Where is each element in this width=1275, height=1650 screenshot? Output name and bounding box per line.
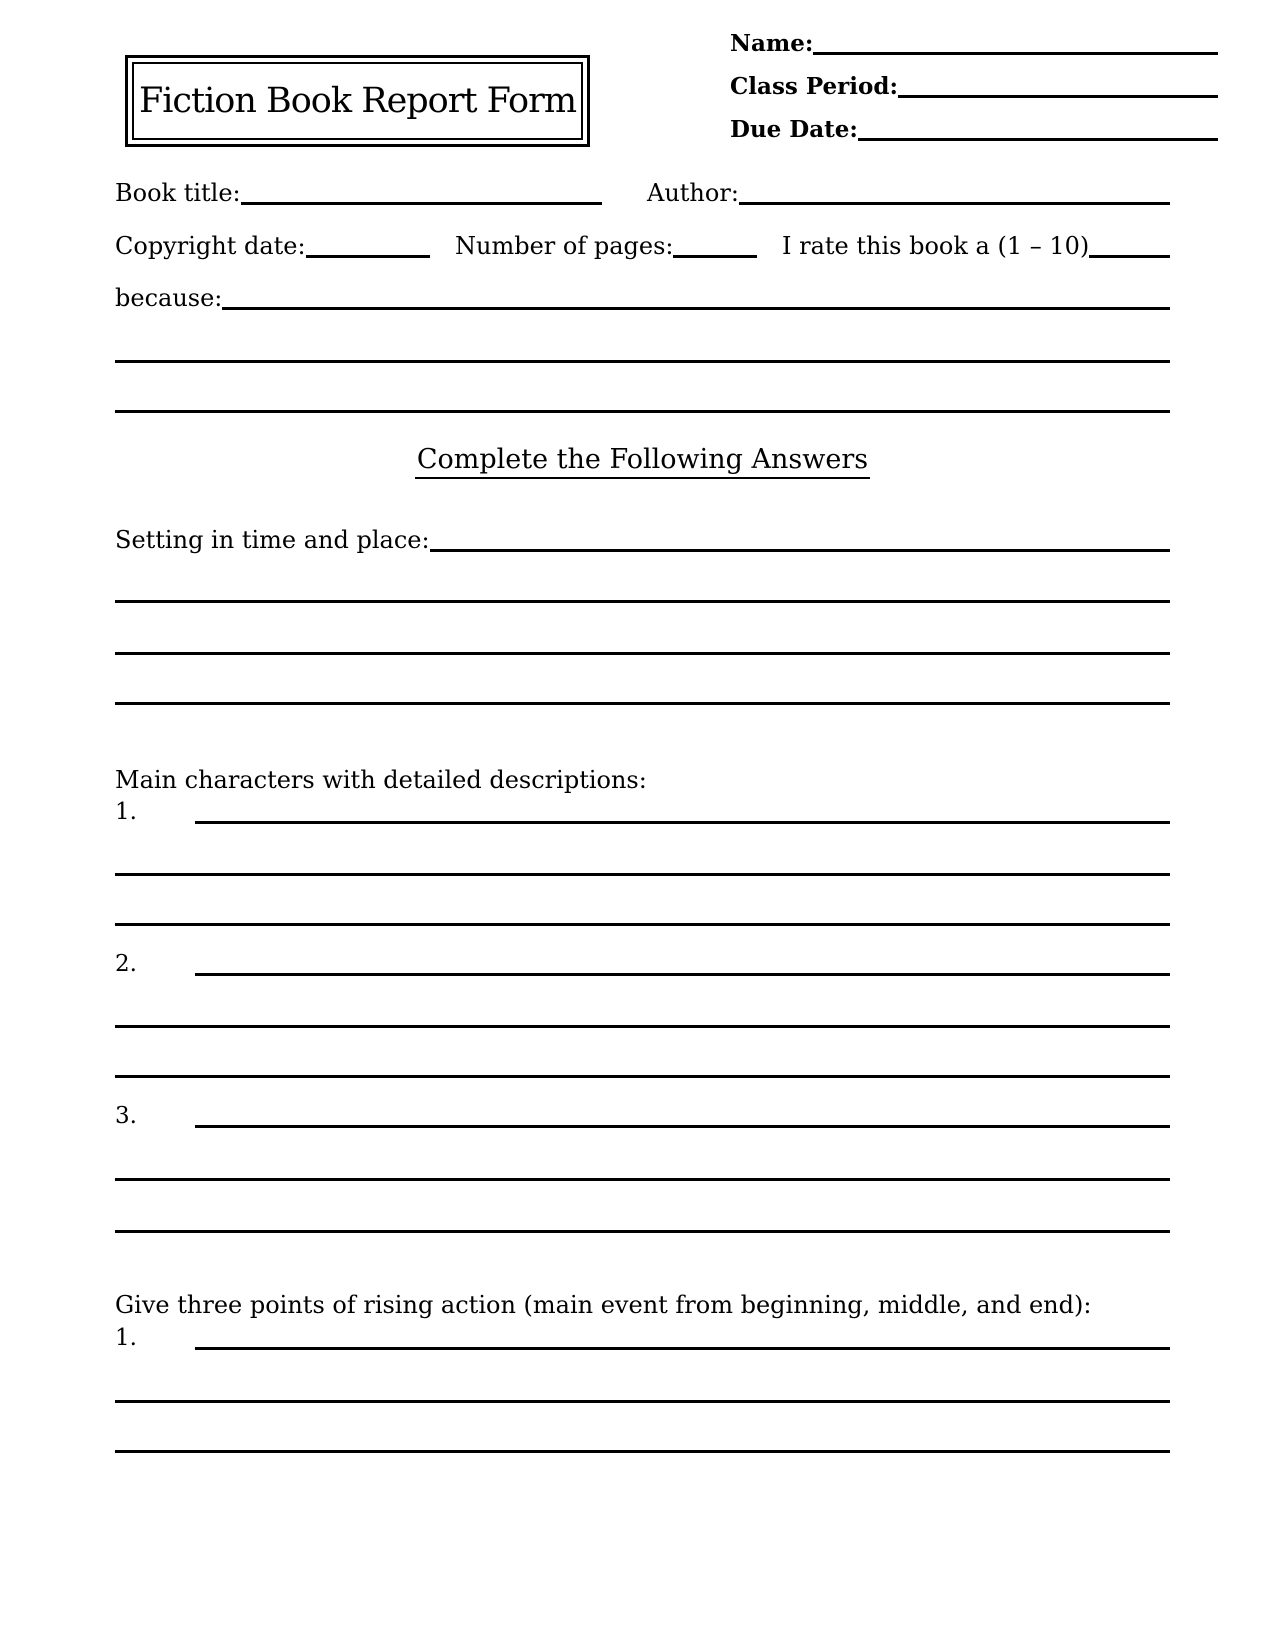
book-title-author-row <box>115 175 1170 205</box>
because-continuation-line-1[interactable] <box>115 360 1170 363</box>
because-row <box>115 280 1170 310</box>
rating-input-line[interactable] <box>1089 255 1170 258</box>
spacer <box>757 257 782 258</box>
copyright-date-input-line[interactable] <box>306 255 430 258</box>
rating-group <box>782 234 1170 258</box>
class-period-field-row <box>730 55 1218 98</box>
number-of-pages-label: Number of pages: <box>455 232 674 260</box>
form-title-inner-border <box>132 62 583 140</box>
copyright-pages-rating-row <box>115 228 1170 258</box>
main-character-1-input-line[interactable] <box>195 791 1170 824</box>
book-title-label: Book title: <box>115 179 241 207</box>
main-character-2-continuation-line-1[interactable] <box>115 1025 1170 1028</box>
setting-input-line[interactable] <box>430 519 1170 552</box>
book-title-group <box>115 181 602 205</box>
name-field-row <box>730 12 1218 55</box>
main-character-3-row <box>115 1098 1170 1128</box>
rising-action-1-continuation-line-2[interactable] <box>115 1450 1170 1453</box>
main-character-3-input-line[interactable] <box>195 1095 1170 1128</box>
main-characters-label: Main characters with detailed descriptions: <box>115 766 647 794</box>
due-date-label: Due Date: <box>730 116 858 143</box>
rising-action-label: Give three points of rising action (main event from beginning, middle, and end): <box>115 1291 1092 1319</box>
main-character-3-continuation-line-2[interactable] <box>115 1230 1170 1233</box>
header-fields <box>730 12 1218 141</box>
main-character-2-input-line[interactable] <box>195 943 1170 976</box>
setting-row <box>115 522 1170 552</box>
because-input-line[interactable] <box>222 277 1170 310</box>
setting-continuation-line-2[interactable] <box>115 652 1170 655</box>
rising-action-1-row <box>115 1320 1170 1350</box>
main-character-1-row <box>115 794 1170 824</box>
item-number: 2. <box>115 951 137 977</box>
number-of-pages-group <box>455 234 757 258</box>
copyright-date-group <box>115 234 430 258</box>
section-heading-wrap <box>115 444 1170 479</box>
form-title-box <box>125 55 590 147</box>
setting-continuation-line-1[interactable] <box>115 600 1170 603</box>
rating-label: I rate this book a (1 – 10) <box>782 232 1090 260</box>
item-number: 3. <box>115 1103 137 1129</box>
due-date-input-line[interactable] <box>858 95 1218 141</box>
main-character-1-continuation-line-1[interactable] <box>115 873 1170 876</box>
copyright-date-label: Copyright date: <box>115 232 306 260</box>
author-label: Author: <box>647 179 739 207</box>
spacer <box>430 257 455 258</box>
main-character-2-row <box>115 946 1170 976</box>
due-date-field-row <box>730 98 1218 141</box>
name-input-line[interactable] <box>813 9 1218 55</box>
author-input-line[interactable] <box>739 202 1170 205</box>
because-continuation-line-2[interactable] <box>115 410 1170 413</box>
item-number: 1. <box>115 799 137 825</box>
rising-action-1-input-line[interactable] <box>195 1317 1170 1350</box>
rising-action-1-continuation-line-1[interactable] <box>115 1400 1170 1403</box>
main-character-1-continuation-line-2[interactable] <box>115 923 1170 926</box>
spacer <box>602 204 647 205</box>
author-group <box>647 181 1170 205</box>
setting-label: Setting in time and place: <box>115 526 430 554</box>
class-period-input-line[interactable] <box>898 52 1218 98</box>
class-period-label: Class Period: <box>730 73 898 100</box>
number-of-pages-input-line[interactable] <box>673 255 757 258</box>
main-character-2-continuation-line-2[interactable] <box>115 1075 1170 1078</box>
section-heading: Complete the Following Answers <box>415 444 870 479</box>
because-label: because: <box>115 284 223 312</box>
name-label: Name: <box>730 30 814 57</box>
main-character-3-continuation-line-1[interactable] <box>115 1178 1170 1181</box>
item-number: 1. <box>115 1325 137 1351</box>
book-title-input-line[interactable] <box>241 202 602 205</box>
form-title: Fiction Book Report Form <box>138 81 577 121</box>
setting-continuation-line-3[interactable] <box>115 702 1170 705</box>
